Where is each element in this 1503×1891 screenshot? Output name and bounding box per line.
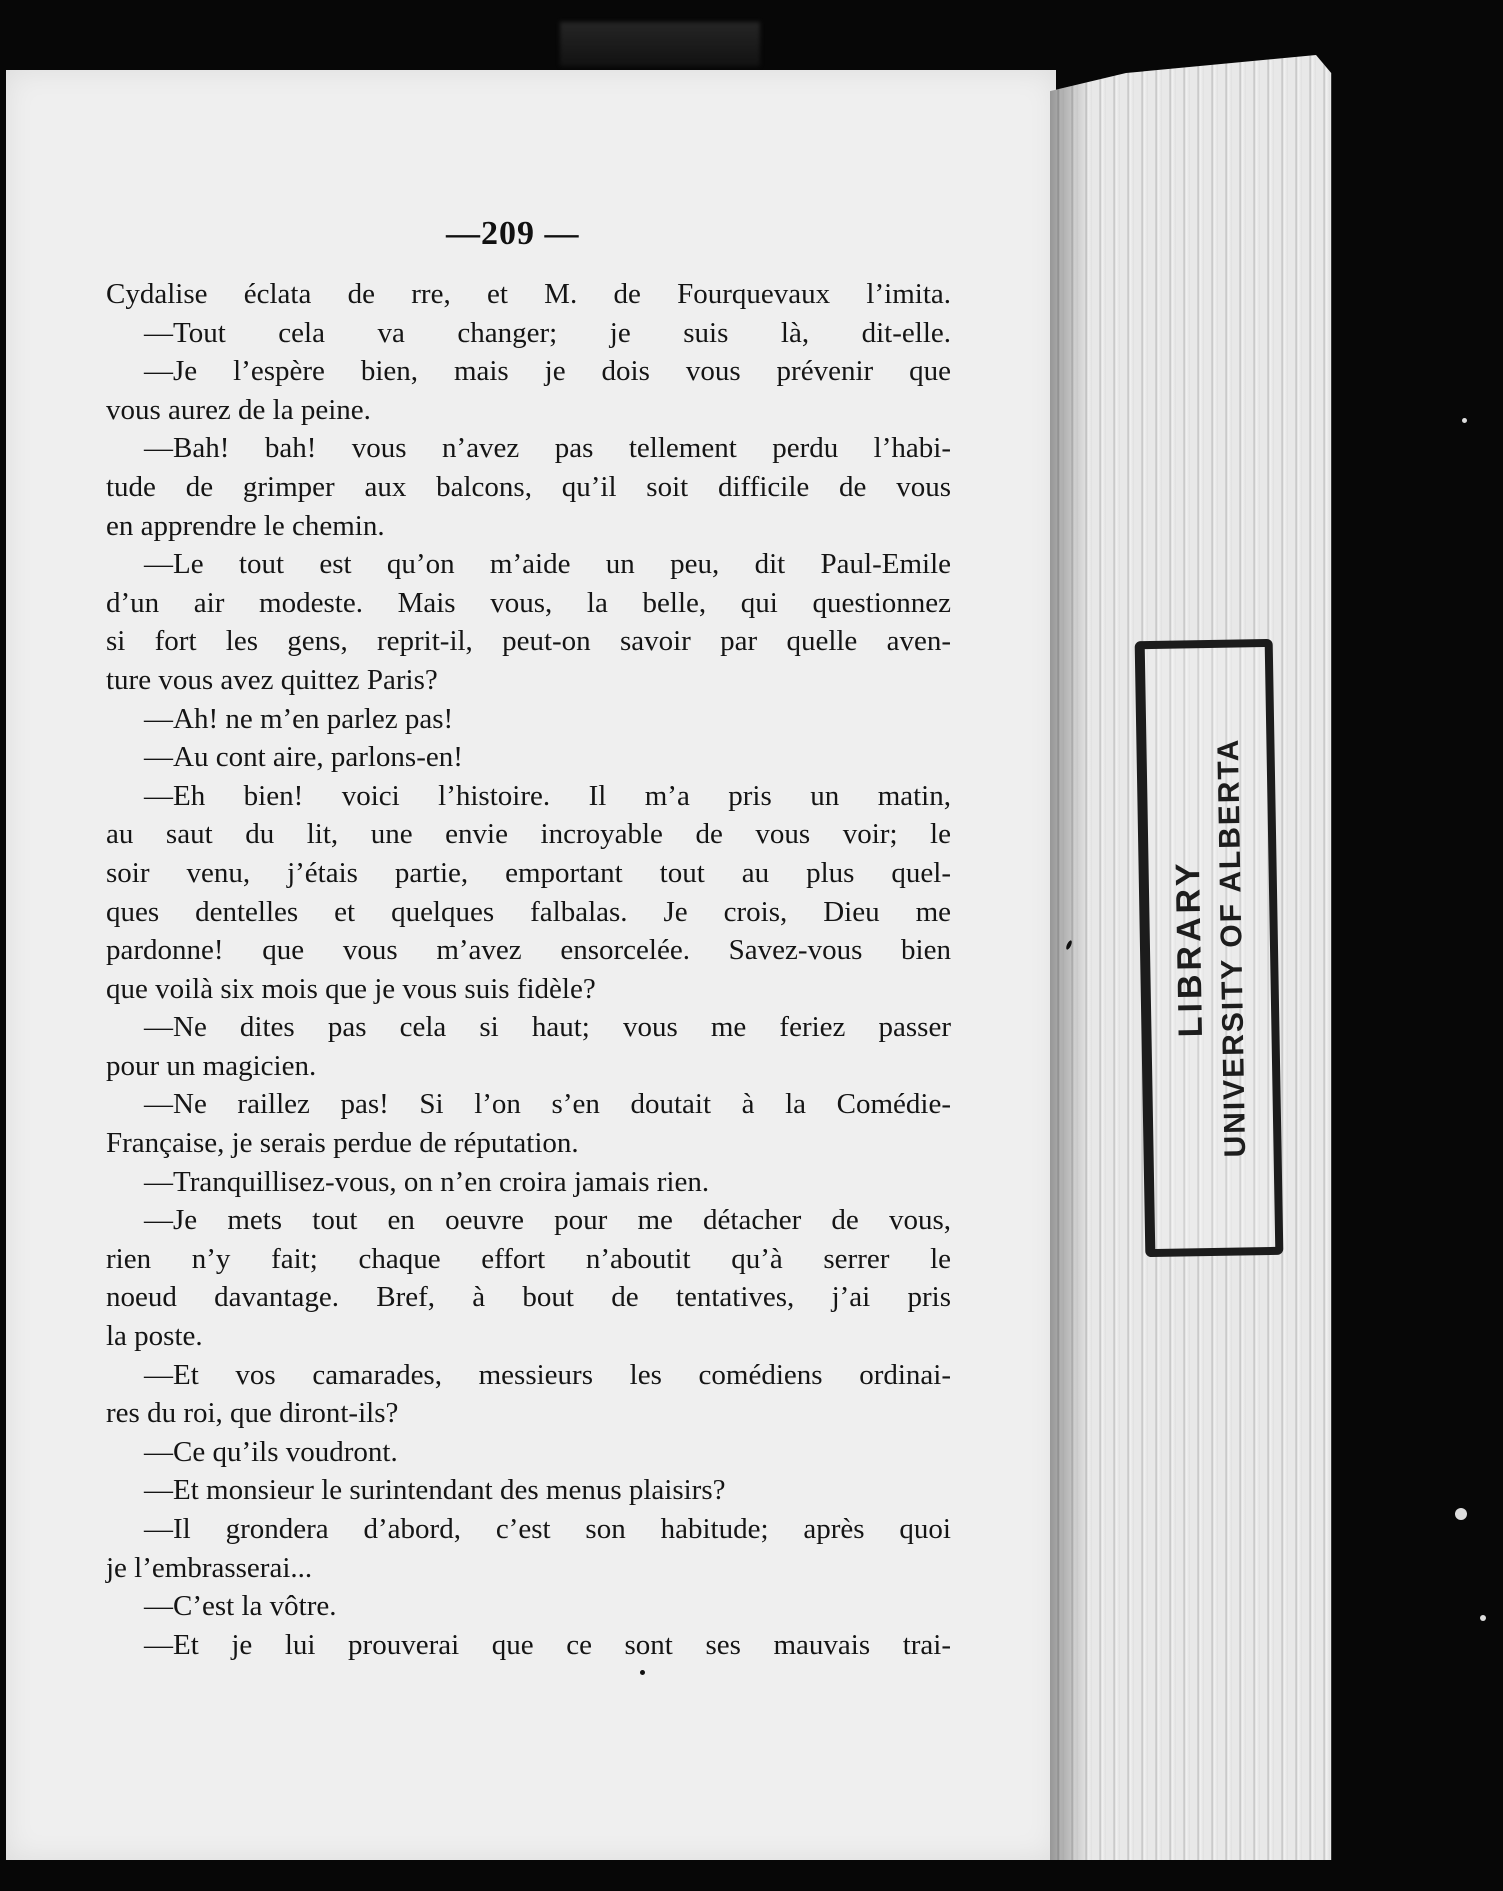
dust-speck: [1462, 418, 1467, 423]
text-line: pardonne! que vous m’avez ensorcelée. Savez-vous bien: [106, 934, 951, 967]
text-line: —Tout cela va changer; je suis là, dit-elle.: [144, 316, 951, 349]
book-top-shadow: [560, 22, 760, 66]
text-line: ture vous avez quittez Paris?: [106, 663, 438, 696]
text-line: en apprendre le chemin.: [106, 509, 385, 542]
text-line: —Eh bien! voici l’histoire. Il m’a pris un matin,: [144, 779, 951, 812]
text-line: si fort les gens, reprit-il, peut-on savoir par quelle aven-: [106, 625, 951, 658]
text-line: —C’est la vôtre.: [144, 1590, 337, 1623]
text-line: noeud davantage. Bref, à bout de tentatives, j’ai pris: [106, 1281, 951, 1314]
text-line: —Et vos camarades, messieurs les comédiens ordinai-: [144, 1358, 951, 1391]
text-line: —Bah! bah! vous n’avez pas tellement perdu l’habi-: [144, 432, 951, 465]
page-text: [106, 275, 951, 1664]
spine-shadow: [1050, 55, 1090, 1860]
text-line: —Et monsieur le surintendant des menus plaisirs?: [144, 1474, 726, 1507]
text-line: —Je l’espère bien, mais je dois vous prévenir que: [144, 355, 951, 388]
stamp-text: [1167, 737, 1253, 1158]
text-line: au saut du lit, une envie incroyable de vous voir; le: [106, 818, 951, 851]
text-line: —Il grondera d’abord, c’est son habitude; après quoi: [144, 1513, 951, 1545]
text-line: res du roi, que diront-ils?: [106, 1397, 399, 1430]
text-line: Cydalise éclata de rre, et M. de Fourquevaux l’imita.: [106, 278, 951, 310]
text-line: —Ne dites pas cela si haut; vous me feriez passer: [144, 1011, 951, 1044]
text-line: —Tranquillisez-vous, on n’en croira jamais rien.: [144, 1165, 710, 1198]
text-line: —Et je lui prouverai que ce sont ses mauvais trai-: [144, 1628, 951, 1661]
text-line: que voilà six mois que je vous suis fidèle?: [106, 972, 596, 1005]
text-line: rien n’y fait; chaque effort n’aboutit qu’à serrer le: [106, 1242, 951, 1275]
page-number: —209 —: [446, 215, 580, 252]
text-line: —Ce qu’ils voudront.: [144, 1435, 398, 1468]
text-line: tude de grimper aux balcons, qu’il soit difficile de vous: [106, 470, 951, 503]
library-stamp: [1135, 639, 1284, 1257]
text-line: vous aurez de la peine.: [106, 393, 371, 426]
text-line: pour un magicien.: [106, 1049, 317, 1082]
text-line: —Au cont aire, parlons-en!: [144, 741, 463, 774]
text-line: —Le tout est qu’on m’aide un peu, dit Paul-Emile: [144, 548, 951, 581]
text-line: —Ah! ne m’en parlez pas!: [144, 702, 454, 735]
text-line: ques dentelles et quelques falbalas. Je crois, Dieu me: [106, 895, 951, 928]
text-line: d’un air modeste. Mais vous, la belle, qui questionnez: [106, 586, 951, 619]
book-page: [6, 70, 1056, 1860]
text-line: —Je mets tout en oeuvre pour me détacher de vous,: [144, 1204, 951, 1237]
text-line: je l’embrasserai...: [106, 1551, 313, 1584]
text-line: soir venu, j’étais partie, emportant tout au plus quel-: [106, 856, 951, 889]
text-line: la poste.: [106, 1320, 203, 1353]
text-line: Française, je serais perdue de réputation.: [106, 1127, 579, 1160]
text-line: —Ne raillez pas! Si l’on s’en doutait à la Comédie-: [144, 1088, 951, 1121]
dust-speck: [1455, 1508, 1467, 1520]
dust-speck: [1480, 1615, 1486, 1621]
ink-speck: [640, 1670, 645, 1675]
stamp-line-university: UNIVERSITY OF ALBERTA: [1211, 737, 1253, 1158]
stamp-line-library: LIBRARY: [1168, 859, 1211, 1038]
